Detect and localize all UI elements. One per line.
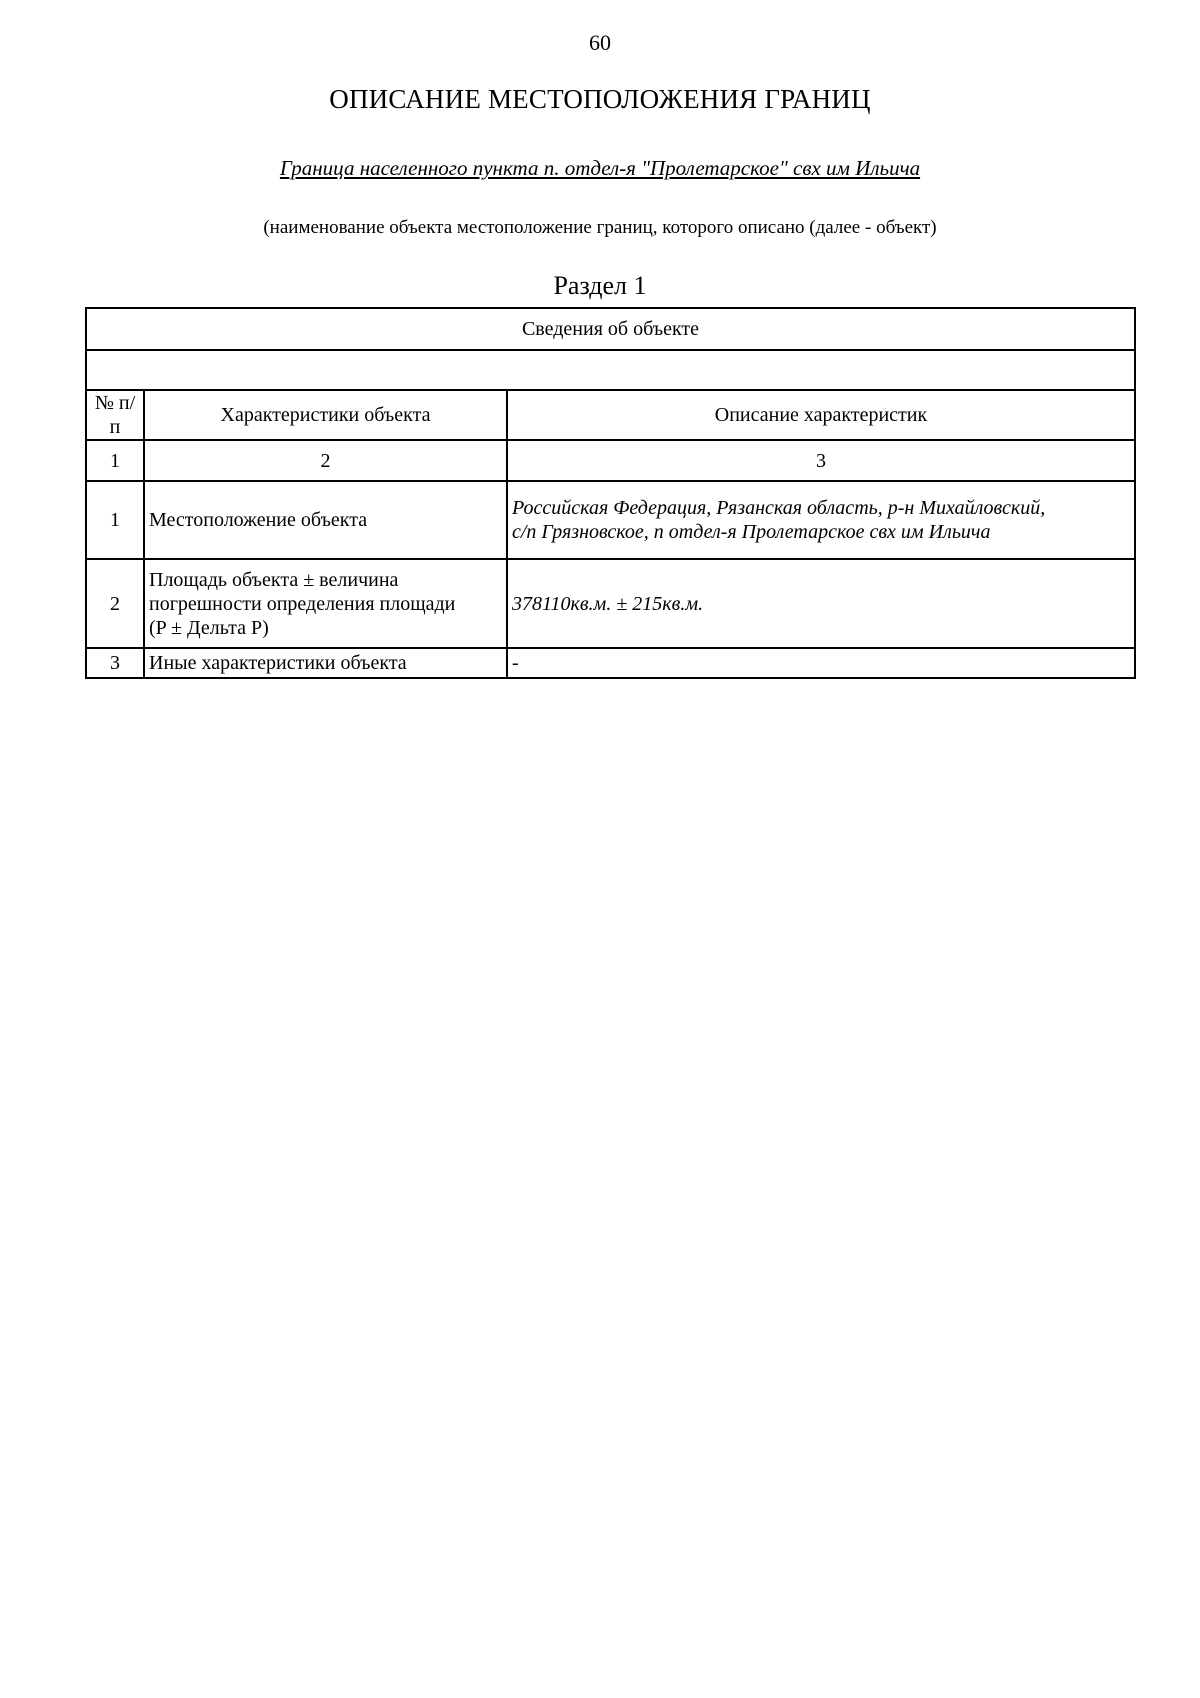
table-header: Сведения об объекте [86, 308, 1135, 350]
table-row [86, 559, 1135, 648]
object-name-caption: (наименование объекта местоположение границ, которого описано (далее - объект) [263, 217, 937, 238]
row-description: 378110кв.м. ± 215кв.м. [507, 559, 1135, 648]
row-number: 3 [86, 648, 144, 678]
table-empty-row [86, 350, 1135, 390]
section-title: Раздел 1 [553, 271, 647, 300]
description-line: Российская Федерация, Рязанская область, р-н Михайловский, [512, 497, 1046, 519]
column-header-description: Описание характеристик [507, 390, 1135, 440]
column-header-number: № п/п [86, 390, 144, 440]
column-number-1: 1 [86, 440, 144, 481]
description-line: с/п Грязновское, п отдел-я Пролетарское свх им Ильича [512, 521, 991, 543]
table-header-row [86, 308, 1135, 350]
table-row [86, 481, 1135, 559]
characteristic-line: Площадь объекта ± величина [149, 568, 399, 591]
empty-cell [86, 350, 1135, 390]
row-characteristic [144, 559, 507, 648]
table-row [86, 648, 1135, 678]
column-numbers-row [86, 440, 1135, 481]
column-number-2: 2 [144, 440, 507, 481]
column-number-3: 3 [507, 440, 1135, 481]
row-number: 1 [86, 481, 144, 559]
column-headers-row [86, 390, 1135, 440]
characteristic-line: (P ± Дельта P) [149, 616, 269, 639]
object-name: Граница населенного пункта п. отдел-я "Пролетарское" свх им Ильича [279, 156, 921, 180]
row-number: 2 [86, 559, 144, 648]
page-number: 60 [589, 30, 611, 55]
object-info-table [85, 307, 1136, 679]
row-characteristic: Иные характеристики объекта [144, 648, 507, 678]
document-title: ОПИСАНИЕ МЕСТОПОЛОЖЕНИЯ ГРАНИЦ [329, 84, 871, 114]
row-description [507, 481, 1135, 559]
characteristic-line: погрешности определения площади [149, 592, 456, 615]
row-characteristic: Местоположение объекта [144, 481, 507, 559]
row-description: - [507, 648, 1135, 678]
column-header-characteristic: Характеристики объекта [144, 390, 507, 440]
